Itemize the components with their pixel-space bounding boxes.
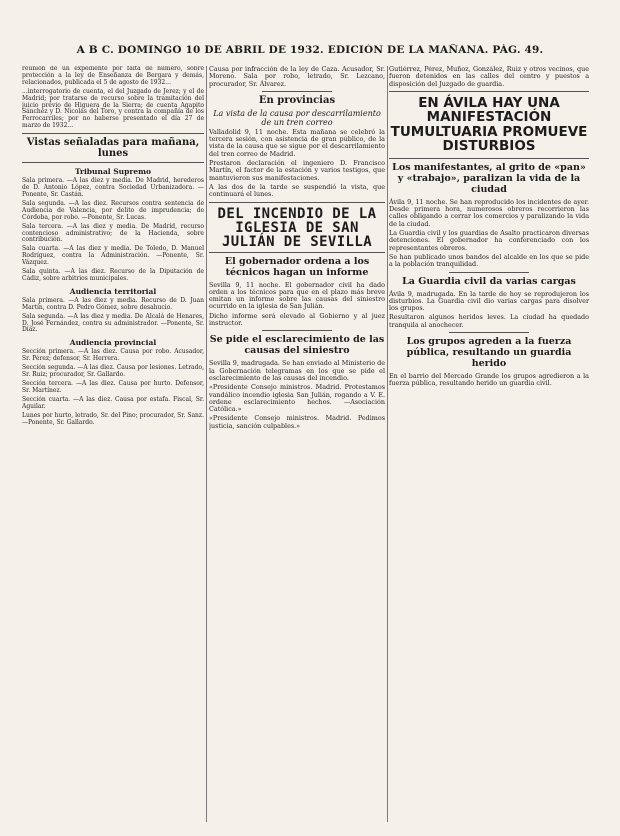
sala-cuarta: Sala cuarta. —A las diez y media. De Toledo, D. Manuel Rodríguez, contra la Administración. —Ponente, Sr. Vázquez. [22, 245, 204, 267]
gobernador-subheading: El gobernador ordena a los técnicos hagan un informe [224, 255, 370, 278]
incendio-paragraph: Sevilla 9, 11 noche. El gobernador civil ha dado orden a los técnicos para que en el plazo más breve emitan un informe sobre las causas del siniestro ocurrido en la iglesia de San Julián. [209, 280, 385, 311]
vistas-heading: Vistas señaladas para mañana, lunes [26, 137, 200, 160]
col3-lead-paragraph: Gutiérrez, Pérez, Muñoz, González, Ruiz y otros vecinos, que fueron detenidos en las calles del centro y puestos a disposición del Juzgado de guardia. [389, 66, 589, 88]
prov-primera: Sección primera. —A las diez. Causa por robo. Acusador, Sr. Pérez; defensor, Sr. Herrera. [22, 348, 204, 363]
provincias-paragraph: Valladolid 9, 11 noche. Esta mañana se celebró la tercera sesión, con asistencia de gran público, de la vista de la causa que se sigue por el descarrilamiento del tren correo de Madrid. [209, 127, 385, 158]
divider [209, 202, 385, 203]
incendio-headline: DEL INCENDIO DE LA IGLESIA DE SAN JULIÁN DE SEVILLA [217, 205, 377, 250]
divider [262, 91, 332, 92]
avila-subheading: Los manifestantes, al grito de «pan» y «trabajo», paralizan la vida de la ciudad [392, 161, 586, 195]
col1-lead-paragraph: reunión de un expediente por falta de número, sobre protección a la ley de Enseñanza de Bergara y demás, relacionados, publicada el 5 de agosto de 1932... [22, 66, 204, 86]
sala-segunda: Sala segunda. —A las diez. Recursos contra sentencia de Audiencia de Valencia, por delito de imprudencia; de Córdoba, por robo. —Ponente, Sr. Lucas. [22, 199, 204, 221]
column-3 [389, 66, 589, 822]
avila-paragraph: La Guardia civil y los guardias de Asalto practicaron diversas detenciones. El gobernador ha conferenciado con los representantes obreros. [389, 229, 589, 252]
sala-tercera: Sala tercera. —A las diez y media. De Madrid, recurso contencioso administrativo; de la Hacienda, sobre contribución. [22, 222, 204, 244]
audiencia-provincial-heading: Audiencia provincial [69, 338, 157, 348]
audiencia-territorial-heading: Audiencia territorial [69, 286, 157, 296]
esclarecimiento-paragraph: «Presidente Consejo ministros. Madrid. Pedimos justicia, sanción culpables.» [209, 414, 385, 430]
grupos-paragraph: En el barrio del Mercado Grande los grupos agredieron a la fuerza pública, resultando herido un guardia civil. [389, 372, 589, 388]
col1-lead-paragraph: ...interrogatorio de cuenta, el del Juzgado de Jerez; y el de Madrid; por tratarse de recurso sobre la tramitación del juicio prévio de Higuera de la Sierra; de cuenta Agapito Sánchez y D. Nicolás del Toro, y contra la compañía de los Ferrocarriles; por no haberse presentado el día 27 de marzo de 1932... [22, 87, 204, 130]
prov-segunda: Sección segunda. —A las diez. Causa por lesiones. Letrado, Sr. Ruiz; procurador, Sr. Gallardo. [22, 364, 204, 379]
col2-lead-paragraph: Causa por infracción de la ley de Caza. Acusador, Sr. Moreno. Sala por robo, letrado, Sr. Lezcano, procurador, Sr. Álvarez. [209, 66, 385, 88]
sala-primera: Sala primera. —A las diez y media. De Madrid, herederos de D. Antonio López, contra Sociedad Urbanizadora. —Ponente, Sr. Castán. [22, 177, 204, 198]
terr-primera: Sala primera. —A las diez y media. Recurso de D. Juan Martín, contra D. Pedro Gómez, sobre desahucio. [22, 296, 204, 311]
incendio-paragraph: Dicho informe será elevado al Gobierno y al juez instructor. [209, 311, 385, 328]
provincias-paragraph: Prestaron declaración el ingeniero D. Francisco Martín, el factor de la estación y varios testigos, que mantuvieron sus manifestaciones. [209, 159, 385, 182]
divider [389, 91, 589, 92]
prov-tercera: Sección tercera. —A las diez. Causa por hurto. Defensor, Sr. Martínez. [22, 380, 204, 394]
divider [22, 162, 204, 163]
esclarecimiento-paragraph: Sevilla 9, madrugada. Se han enviado al Ministerio de la Gobernación telegramas en los que se pide el esclarecimiento de las causas del incendio. [209, 359, 385, 382]
guardia-paragraph: Resultaron algunos heridos leves. La ciudad ha quedado tranquila al anochecer. [389, 313, 589, 329]
terr-segunda: Sala segunda. —A las diez y media. De Alcalá de Henares, D. José Fernández, contra su administrador. —Ponente, Sr. Díaz. [22, 312, 204, 334]
esclarecimiento-paragraph: «Presidente Consejo ministros. Madrid. Protestamos vandálico incendio iglesia San Julián, rogando a V. E. ordene esclarecimiento hechos. —Asociación Católica.» [209, 383, 385, 414]
provincias-paragraph: A las dos de la tarde se suspendió la vista, que continuará el lunes. [209, 182, 385, 199]
divider [262, 330, 332, 331]
divider [209, 252, 385, 253]
divider [389, 158, 589, 159]
provincias-heading: En provincias [258, 94, 336, 106]
column-2 [209, 66, 385, 822]
esclarecimiento-subheading: Se pide el esclarecimiento de las causas del siniestro [209, 334, 385, 357]
grupos-subheading: Los grupos agreden a la fuerza pública, resultando un guardia herido [406, 336, 572, 370]
divider [449, 272, 529, 273]
tribunal-heading: Tribunal Supremo [74, 167, 152, 177]
column-1 [22, 66, 204, 822]
avila-headline: EN ÁVILA HAY UNA MANIFESTACIÓN TUMULTUARIA PROMUEVE DISTURBIOS [390, 94, 588, 155]
prov-end: Lunes por hurto, letrado, Sr. del Pino; procurador, Sr. Sanz. —Ponente, Sr. Gallardo. [22, 411, 204, 426]
guardia-subheading: La Guardia civil da varias cargas [402, 275, 576, 287]
divider [22, 133, 204, 134]
running-header: A B C. DOMINGO 10 DE ABRIL DE 1932. EDICIÓN DE LA MAÑANA. PÁG. 49. [76, 44, 544, 56]
divider [449, 332, 529, 333]
prov-cuarta: Sección cuarta. —A las diez. Causa por estafa. Fiscal, Sr. Aguilar. [22, 395, 204, 410]
avila-paragraph: Ávila 9, 11 noche. Se han reproducido los incidentes de ayer. Desde primera hora, numerosos obreros recorrieron las calles obligando a cerrar los comercios y paralizando la vida de la ciudad. [389, 197, 589, 228]
guardia-paragraph: Ávila 9, madrugada. En la tarde de hoy se reprodujeron los disturbios. La Guardia civil dio varias cargas para disolver los grupos. [389, 289, 589, 313]
column-rule-2 [387, 66, 388, 822]
sala-quinta: Sala quinta. —A las diez. Recurso de la Diputación de Cádiz, sobre arbitrios municipales. [22, 268, 204, 282]
column-rule-1 [206, 66, 207, 822]
avila-paragraph: Se han publicado unos bandos del alcalde en los que se pide a la población tranquilidad. [389, 252, 589, 269]
provincias-subheading: La vista de la causa por descarrilamiento de un tren correo [213, 108, 381, 127]
